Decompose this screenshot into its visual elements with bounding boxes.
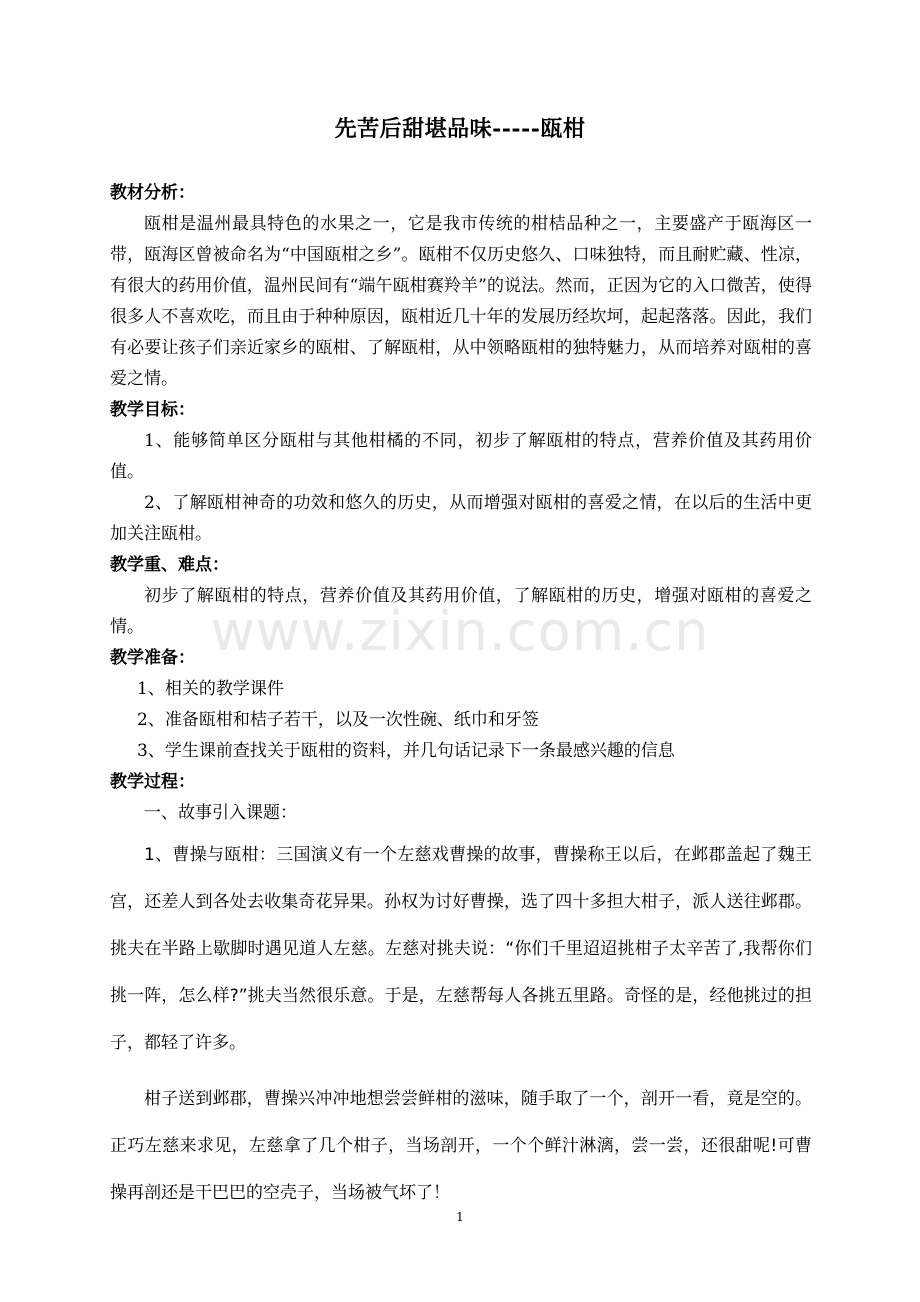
process-subheading: 一、故事引入课题： <box>144 803 297 823</box>
key-points-paragraph: 初步了解瓯柑的特点，营养价值及其药用价值，了解瓯柑的历史，增强对瓯柑的喜爱之情。 <box>110 586 812 637</box>
page-number: 1 <box>456 1210 464 1224</box>
section-heading-analysis: 教材分析： <box>110 183 195 203</box>
document-body <box>110 178 812 1217</box>
watermark: www.zixin.com.cn <box>210 600 710 663</box>
story-paragraph-1: 1、曹操与瓯柑：三国演义有一个左慈戏曹操的故事，曹操称王以后，在邺郡盖起了魏王宫，还差人到各处去收集奇花异果。孙权为讨好曹操，选了四十多担大柑子，派人送往邺郡。挑夫在半路上歇脚时遇见道人左慈。左慈对挑夫说：“你们千里迢迢挑柑子太辛苦了,我帮你们挑一阵，怎么样?”挑夫当然很乐意。于是，左慈帮每人各挑五里路。奇怪的是，经他挑过的担子，都轻了许多。 <box>110 845 812 1053</box>
document-title: 先苦后甜堪品味-----瓯柑 <box>334 116 586 142</box>
section-heading-goals: 教学目标： <box>110 400 195 420</box>
goal-item-2: 2、了解瓯柑神奇的功效和悠久的历史，从而增强对瓯柑的喜爱之情，在以后的生活中更加关注瓯柑。 <box>110 493 812 544</box>
goal-item-1: 1、能够简单区分瓯柑与其他柑橘的不同，初步了解瓯柑的特点，营养价值及其药用价值。 <box>110 431 812 482</box>
section-heading-preparation: 教学准备： <box>110 648 195 668</box>
preparation-item-3: 3、学生课前查找关于瓯柑的资料，并几句话记录下一条最感兴趣的信息 <box>137 741 675 761</box>
preparation-item-1: 1、相关的教学课件 <box>137 679 284 699</box>
section-heading-process: 教学过程： <box>110 772 195 792</box>
section-heading-key-points: 教学重、难点： <box>110 555 229 575</box>
analysis-paragraph: 瓯柑是温州最具特色的水果之一，它是我市传统的柑桔品种之一，主要盛产于瓯海区一带，瓯海区曾被命名为“中国瓯柑之乡”。瓯柑不仅历史悠久、口味独特，而且耐贮藏、性凉，有很大的药用价值，温州民间有“端午瓯柑赛羚羊”的说法。然而，正因为它的入口微苦，使得很多人不喜欢吃，而且由于种种原因，瓯柑近几十年的发展历经坎坷，起起落落。因此，我们有必要让孩子们亲近家乡的瓯柑、了解瓯柑，从中领略瓯柑的独特魅力，从而培养对瓯柑的喜爱之情。 <box>110 214 812 389</box>
preparation-item-2: 2、准备瓯柑和桔子若干，以及一次性碗、纸巾和牙签 <box>137 710 539 730</box>
story-paragraph-2: 柑子送到邺郡，曹操兴冲冲地想尝尝鲜柑的滋味，随手取了一个，剖开一看，竟是空的。正巧左慈来求见，左慈拿了几个柑子，当场剖开，一个个鲜汁淋漓，尝一尝，还很甜呢!可曹操再剖还是干巴巴的空壳子，当场被气坏了！ <box>110 1089 812 1203</box>
